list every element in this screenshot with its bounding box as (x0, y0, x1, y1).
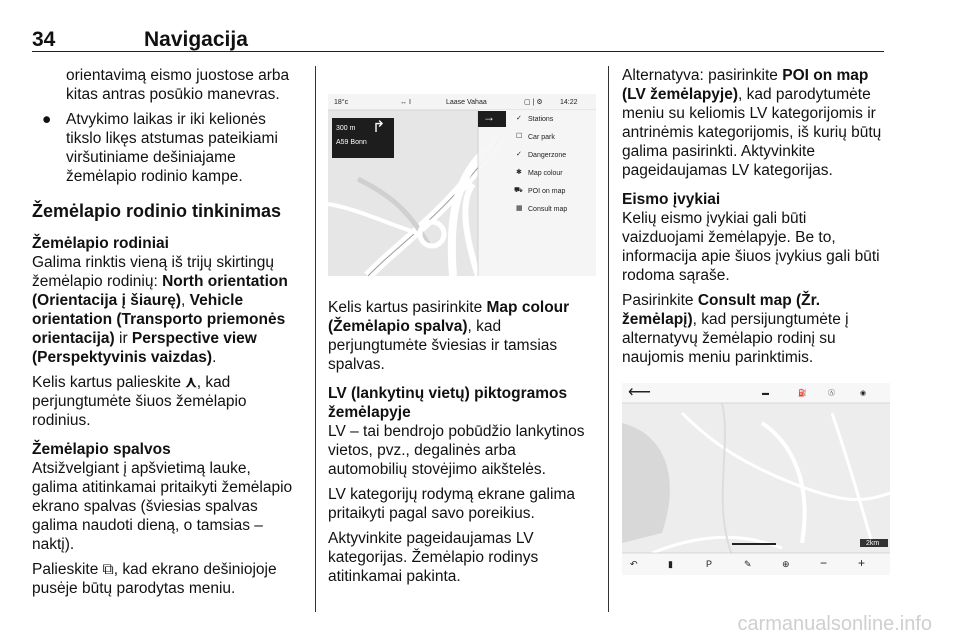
compass-icon[interactable]: Ⓐ (828, 390, 835, 397)
menu-item-car-park[interactable]: Car park (528, 134, 555, 141)
guidance-road: A59 Bonn (336, 139, 367, 146)
map-settings-icon[interactable]: ▢ | ⚙ (524, 99, 543, 106)
menu-item-icon: ▦ (516, 205, 523, 212)
continued-text: orientavimą eismo juostose arba kitas antras posūkio manevras. (66, 67, 290, 103)
map-graphic (622, 383, 890, 575)
layers-icon[interactable]: ◉ (860, 390, 867, 397)
paragraph: Galima rinktis vieną iš trijų skirtingų žemėlapio rodinių: North orientation (Orientacija į šiaurę), Vehicle orientation (Transporto priemonės orientacija) ir Perspective view (Perspektyvinis vaizdas). (32, 254, 288, 366)
subsection-title: LV (lankytinų vietų) piktogramos žemėlapyje (328, 385, 568, 421)
view-toggle-icon: ⋏ (185, 374, 197, 391)
menu-item-icon: ✱ (516, 169, 522, 176)
menu-item-poi-on-map[interactable]: POI on map (528, 188, 566, 195)
paragraph: Kelių eismo įvykiai gali būti vaizduojami žemėlapyje. Be to, informacija apie šiuos įvykius gali būti rodoma sąraše. (622, 210, 880, 284)
menu-item-icon: ⛟ (514, 187, 523, 194)
bullet-text: Atvykimo laikas ir iki kelionės tikslo likęs atstumas pateikiami viršutiniame dešiniajame žemėlapio rodinio kampe. (66, 111, 278, 185)
menu-item-stations[interactable]: Stations (528, 116, 554, 123)
column-3 (622, 66, 890, 575)
subsection-title: Žemėlapio spalvos (32, 441, 171, 458)
menu-item-map-colour[interactable]: Map colour (528, 170, 563, 177)
locate-icon[interactable]: ⊕ (782, 559, 790, 569)
map-scale: 2km (866, 540, 880, 547)
undo-icon[interactable]: ↶ (630, 559, 638, 569)
paragraph: Aktyvinkite pageidaujamas LV kategorijas. Žemėlapio rodinys atitinkamai pakinta. (328, 530, 539, 585)
menu-item-consult-map[interactable]: Consult map (528, 206, 568, 213)
temperature-readout: 18°c (334, 99, 349, 106)
consult-map-screenshot (622, 383, 890, 575)
bullet-dot: ● (42, 111, 52, 128)
parking-icon[interactable]: P (706, 559, 713, 569)
menu-arrow-icon[interactable]: → (483, 110, 495, 124)
back-arrow-icon[interactable]: ⟵ (628, 384, 651, 401)
page-header (32, 22, 884, 52)
column-divider (315, 66, 316, 612)
zoom-out-icon[interactable]: − (820, 556, 828, 570)
clock: 14:22 (560, 99, 578, 106)
menu-item-icon: ☐ (516, 133, 523, 140)
lane-indicator-icon: ↔ I (400, 99, 411, 106)
paragraph: Atsižvelgiant į apšvietimą lauke, galima atitinkamai pritaikyti žemėlapio ekrano spalvas (šviesias spalvas galima naudoti dieną, o tamsias – naktį). (32, 460, 293, 553)
pin-icon[interactable]: ✎ (744, 559, 752, 569)
paragraph: Kelis kartus pasirinkite Map colour (Žemėlapio spalva), kad perjungtumėte šviesias ir tamsias spalvas. (328, 299, 570, 373)
fuel-icon[interactable]: ⛽ (798, 390, 807, 397)
fuel-pump-icon[interactable]: ▮ (668, 559, 673, 569)
watermark: carmanualsonline.info (737, 613, 932, 635)
paragraph: Palieskite ⧉, kad ekrano dešiniojoje pusėje būtų parodytas meniu. (32, 561, 277, 597)
paragraph: LV – tai bendrojo pobūdžio lankytinos vietos, pvz., degalinės arba automobilių stovėjimo aikštelės. (328, 423, 585, 478)
column-divider (608, 66, 609, 612)
turn-arrow-icon: ↱ (372, 119, 386, 136)
section-title: Žemėlapio rodinio tinkinimas (32, 201, 282, 221)
paragraph: Pasirinkite Consult map (Žr. žemėlapį), kad persijungtumėte į alternatyvų žemėlapio rodinį su naujomis meniu parinktimis. (622, 292, 849, 366)
subsection-title: Žemėlapio rodiniai (32, 235, 169, 252)
menu-item-dangerzone[interactable]: Dangerzone (528, 152, 567, 159)
zoom-in-icon[interactable]: + (858, 556, 866, 570)
column-2 (328, 66, 598, 592)
subsection-title: Eismo įvykiai (622, 191, 721, 208)
paragraph: Kelis kartus palieskite ⋏, kad perjungtumėte šiuos žemėlapio rodinius. (32, 374, 247, 429)
destination-label: Laase Vahaa (446, 99, 487, 106)
poi-list-icon[interactable]: ▬ (762, 390, 769, 397)
paragraph: LV kategorijų rodymą ekrane galima pritaikyti pagal savo poreikius. (328, 486, 575, 522)
paragraph: Alternatyva: pasirinkite POI on map (LV žemėlapyje), kad parodytumėte meniu su keliomis LV kategorijomis ir antrinėmis kategorijomis, iš kurių būtų galima pasirinkti. Aktyvinkite pageidaujamas LV kategorijas. (622, 67, 882, 179)
page-number: 34 (32, 28, 56, 51)
menu-item-icon: ✓ (516, 115, 522, 122)
map-graphic (328, 94, 596, 276)
guidance-distance: 300 m (336, 125, 356, 132)
chapter-title: Navigacija (144, 28, 248, 51)
menu-item-icon: ✓ (516, 151, 522, 158)
bullet-item (32, 110, 300, 186)
column-1 (32, 66, 300, 604)
navigation-map-screenshot (328, 94, 596, 276)
menu-icon: ⧉ (102, 561, 114, 578)
